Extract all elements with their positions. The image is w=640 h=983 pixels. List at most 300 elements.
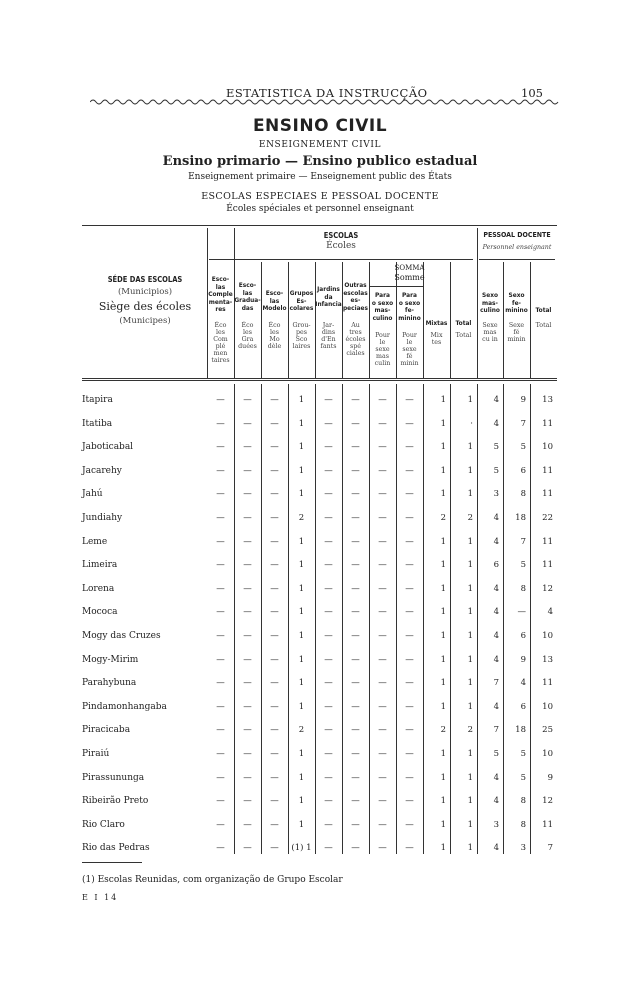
table-cell: 3 <box>520 843 526 854</box>
table-cell: — <box>378 583 387 594</box>
column-rule <box>315 262 316 378</box>
table-cell: — <box>243 631 252 641</box>
table-cell: — <box>216 654 225 665</box>
table-cell: — <box>270 796 279 807</box>
table-cell: — <box>517 607 526 618</box>
table-cell: 4 <box>493 796 499 807</box>
escolas-group-rule <box>209 259 473 260</box>
table-cell: — <box>270 418 279 429</box>
table-cell: 1 <box>298 465 305 476</box>
table-cell: — <box>378 654 387 665</box>
table-cell: — <box>378 796 387 807</box>
table-cell: 13 <box>542 654 553 665</box>
table-cell: — <box>351 583 360 594</box>
table-row-name: Rio das Pedras <box>82 843 150 854</box>
table-cell: — <box>324 654 333 665</box>
table-cell: — <box>324 749 333 759</box>
column-rule <box>342 262 343 378</box>
table-cell: 1 <box>467 796 473 807</box>
table-cell: 4 <box>520 678 526 689</box>
table-cell: 1 <box>440 772 446 783</box>
table-cell: — <box>216 395 225 405</box>
table-cell: — <box>270 489 279 500</box>
table-cell: — <box>216 701 225 712</box>
table-cell: — <box>378 536 387 547</box>
table-cell: 1 <box>467 819 473 830</box>
table-cell: 6 <box>520 465 526 476</box>
table-cell: — <box>270 607 279 618</box>
table-cell: — <box>270 749 279 759</box>
table-cell: — <box>243 843 252 854</box>
table-cell: — <box>405 749 414 759</box>
table-cell: 6 <box>520 701 526 712</box>
table-cell: — <box>351 654 360 665</box>
table-cell: 1 <box>440 701 446 712</box>
column-header-fr: Éco les Com plé men taires <box>211 322 230 364</box>
table-cell: — <box>270 678 279 689</box>
table-cell: — <box>270 536 279 547</box>
table-cell: — <box>351 772 360 783</box>
sede-header-fr-sub: (Municipes) <box>119 316 171 326</box>
table-cell: 2 <box>467 513 473 523</box>
table-cell: — <box>324 395 333 405</box>
table-cell: 1 <box>298 418 305 429</box>
table-cell: 1 <box>298 701 305 712</box>
column-rule <box>315 384 316 854</box>
table-cell: — <box>270 513 279 523</box>
table-cell: — <box>351 536 360 547</box>
table-cell: — <box>378 489 387 500</box>
table-cell: — <box>243 796 252 807</box>
column-header-fr: Éco les Gra duées <box>238 322 257 350</box>
table-row-name: Piracicaba <box>82 725 131 736</box>
table-cell: — <box>324 772 333 783</box>
table-cell: — <box>324 607 333 618</box>
table-row-name: Pirassununga <box>82 772 145 783</box>
table-cell: — <box>378 749 387 759</box>
table-cell: — <box>405 725 414 736</box>
column-header-fr: Total <box>455 332 472 339</box>
table-cell: — <box>324 489 333 500</box>
table-cell: 9 <box>520 395 526 405</box>
table-cell: — <box>243 772 252 783</box>
pessoal-header-fr: Personnel enseignant <box>482 244 552 251</box>
table-cell: — <box>378 843 387 854</box>
column-header-fr: Grou- pes Sco laires <box>292 322 311 350</box>
table-cell: — <box>378 725 387 736</box>
table-cell: 10 <box>542 631 553 641</box>
table-row-name: Mogy-Mirim <box>82 654 139 665</box>
table-cell: 4 <box>493 395 499 405</box>
column-header-fr: Pour le sexe fé minin <box>400 332 419 367</box>
table-cell: 2 <box>440 513 446 523</box>
table-cell: — <box>243 701 252 712</box>
table-cell: — <box>243 395 252 405</box>
table-cell: — <box>405 819 414 830</box>
column-header: Esco- las Comple menta- res <box>208 275 233 313</box>
table-cell: 5 <box>520 442 526 453</box>
table-cell: — <box>243 513 252 523</box>
column-rule <box>342 384 343 854</box>
header-bottom-rule <box>82 378 557 379</box>
table-cell: 4 <box>493 772 499 783</box>
table-cell: 1 <box>298 489 305 500</box>
table-cell: — <box>324 536 333 547</box>
table-cell: 5 <box>520 560 526 571</box>
table-cell: 22 <box>542 513 553 523</box>
table-cell: 4 <box>493 513 499 523</box>
table-cell: 7 <box>493 678 499 689</box>
table-cell: 1 <box>298 654 305 665</box>
table-cell: 1 <box>440 489 446 500</box>
section-title-fr: Écoles spéciales et personnel enseignant <box>226 204 414 214</box>
table-cell: — <box>351 607 360 618</box>
table-cell: 1 <box>467 536 473 547</box>
column-header-fr: Sexe mas cu in <box>482 322 498 343</box>
pessoal-header: PESSOAL DOCENTE <box>483 231 551 239</box>
column-header: Jardins da Infancia <box>315 285 342 308</box>
table-cell: 8 <box>520 489 526 500</box>
table-cell: — <box>243 749 252 759</box>
table-cell: — <box>405 654 414 665</box>
table-cell: — <box>351 418 360 429</box>
table-cell: 1 <box>440 654 446 665</box>
table-cell: — <box>270 654 279 665</box>
table-cell: — <box>324 631 333 641</box>
table-cell: — <box>243 583 252 594</box>
table-cell: — <box>378 418 387 429</box>
table-cell: — <box>351 819 360 830</box>
column-rule <box>450 384 451 854</box>
table-cell: 1 <box>467 701 473 712</box>
column-header: Para o sexo mas- culino <box>371 291 394 322</box>
table-cell: — <box>405 631 414 641</box>
table-cell: 11 <box>542 418 553 429</box>
section-title: ESCOLAS ESPECIAES E PESSOAL DOCENTE <box>201 191 439 202</box>
table-cell: (1) 1 <box>291 843 312 854</box>
table-cell: — <box>405 418 414 429</box>
table-cell: — <box>405 678 414 689</box>
table-cell: 1 <box>298 631 305 641</box>
table-cell: — <box>243 536 252 547</box>
table-cell: 1 <box>440 843 446 854</box>
table-cell: 10 <box>542 701 553 712</box>
table-cell: 7 <box>493 725 499 736</box>
somma-header-fr: Somme <box>394 273 425 282</box>
table-cell: 1 <box>440 395 446 405</box>
table-cell: 1 <box>298 607 305 618</box>
table-cell: — <box>216 772 225 783</box>
column-rule <box>477 384 478 854</box>
table-cell: — <box>351 395 360 405</box>
column-header-fr: Pour le sexe mas culin <box>374 332 391 367</box>
table-row-name: Limeira <box>82 560 118 571</box>
table-cell: — <box>405 560 414 571</box>
column-rule <box>396 384 397 854</box>
table-cell: 9 <box>520 654 526 665</box>
table-cell: — <box>216 489 225 500</box>
table-cell: 1 <box>467 442 473 453</box>
table-cell: 1 <box>298 678 305 689</box>
subtitle: Ensino primario — Ensino publico estadual <box>162 154 478 169</box>
column-header: Grupos Es- colares <box>289 289 314 312</box>
table-cell: 1 <box>440 560 446 571</box>
table-row-name: Piraiú <box>82 749 110 759</box>
table-cell: — <box>324 583 333 594</box>
table-cell: — <box>216 725 225 736</box>
table-cell: — <box>405 465 414 476</box>
table-cell: 1 <box>440 819 446 830</box>
somma-header: SOMMA <box>394 264 425 272</box>
table-cell: 10 <box>542 442 553 453</box>
table-cell: — <box>270 725 279 736</box>
table-cell: — <box>378 631 387 641</box>
table-cell: 7 <box>547 843 553 854</box>
escolas-header: ESCOLAS <box>323 231 359 240</box>
column-rule <box>261 384 262 854</box>
pessoal-group-rule <box>479 259 555 260</box>
table-cell: — <box>351 560 360 571</box>
signature-mark: E I 14 <box>82 893 119 902</box>
table-cell: — <box>216 442 225 453</box>
column-header: Mixtas <box>425 319 448 327</box>
table-cell: 1 <box>440 678 446 689</box>
table-cell: 7 <box>520 536 526 547</box>
table-cell: — <box>324 819 333 830</box>
table-cell: — <box>270 395 279 405</box>
table-cell: 1 <box>298 819 305 830</box>
table-cell: 1 <box>298 583 305 594</box>
table-cell: — <box>378 607 387 618</box>
table-cell: 11 <box>542 489 553 500</box>
table-cell: — <box>405 395 414 405</box>
table-cell: — <box>351 725 360 736</box>
table-cell: — <box>270 701 279 712</box>
table-cell: — <box>243 465 252 476</box>
column-header-fr: Mix tes <box>430 332 443 346</box>
column-rule <box>530 262 531 378</box>
table-cell: 11 <box>542 465 553 476</box>
column-rule <box>288 262 289 378</box>
table-row-name: Jacarehy <box>82 465 122 476</box>
table-cell: 2 <box>298 725 305 736</box>
table-cell: — <box>216 465 225 476</box>
table-cell: 10 <box>542 749 553 759</box>
table-cell: — <box>243 442 252 453</box>
table-cell: — <box>270 772 279 783</box>
table-top-rule <box>82 225 557 226</box>
table-cell: — <box>216 631 225 641</box>
table-cell: 1 <box>467 843 473 854</box>
table-row-name: Pindamonhangaba <box>82 701 167 712</box>
table-cell: 1 <box>467 560 473 571</box>
column-header-fr: Sexe fé minin <box>507 322 526 343</box>
table-cell: 1 <box>298 796 305 807</box>
column-header: Para o sexo fe- minino <box>398 291 421 322</box>
table-cell: — <box>243 489 252 500</box>
table-row-name: Mococa <box>82 607 118 618</box>
table-cell: — <box>351 749 360 759</box>
table-cell: 11 <box>542 560 553 571</box>
column-header-fr: Au tres écoles spé ciales <box>345 322 366 357</box>
table-cell: 6 <box>520 631 526 641</box>
column-header: Total <box>535 306 552 314</box>
table-cell: — <box>324 843 333 854</box>
table-cell: — <box>351 701 360 712</box>
table-row-name: Itapira <box>82 395 113 405</box>
table-row-name: Jundiahy <box>82 513 123 523</box>
table-cell: 1 <box>467 607 473 618</box>
table-cell: — <box>270 819 279 830</box>
table-cell: 4 <box>493 536 499 547</box>
table-cell: — <box>324 725 333 736</box>
table-cell: 4 <box>493 843 499 854</box>
table-cell: 1 <box>467 465 473 476</box>
main-title-fr: ENSEIGNEMENT CIVIL <box>258 140 382 150</box>
table-cell: 1 <box>440 442 446 453</box>
column-header: Esco- las Gradua- das <box>234 281 261 312</box>
table-cell: — <box>324 418 333 429</box>
table-cell: — <box>324 796 333 807</box>
table-cell: — <box>216 843 225 854</box>
page-number: 105 <box>521 86 543 100</box>
column-header: Sexo fe- minino <box>505 291 528 314</box>
table-cell: 1 <box>440 796 446 807</box>
table-cell: 1 <box>467 395 473 405</box>
table-cell: — <box>378 560 387 571</box>
table-cell: 1 <box>467 749 473 759</box>
table-cell: — <box>351 442 360 453</box>
table-cell: 4 <box>493 701 499 712</box>
table-cell: — <box>378 819 387 830</box>
table-cell: — <box>405 583 414 594</box>
table-cell: — <box>378 395 387 405</box>
table-cell: — <box>351 465 360 476</box>
table-cell: 1 <box>298 442 305 453</box>
table-cell: — <box>324 560 333 571</box>
table-cell: 1 <box>440 631 446 641</box>
table-cell: — <box>216 536 225 547</box>
table-cell: 1 <box>298 772 305 783</box>
column-header-fr: Jar- dins d'En fants <box>320 322 337 350</box>
column-rule <box>503 384 504 854</box>
table-cell: 4 <box>493 583 499 594</box>
sede-header-fr: Siège des écoles <box>98 300 192 313</box>
table-cell: — <box>378 442 387 453</box>
table-cell: 3 <box>493 489 499 500</box>
column-rule <box>261 262 262 378</box>
table-cell: — <box>405 796 414 807</box>
table-cell: — <box>270 631 279 641</box>
table-cell: 1 <box>440 536 446 547</box>
table-cell: 4 <box>547 607 553 618</box>
table-cell: 4 <box>493 418 499 429</box>
table-cell: — <box>243 607 252 618</box>
table-cell: — <box>216 560 225 571</box>
table-cell: 5 <box>520 772 526 783</box>
wavy-rule <box>90 98 560 106</box>
table-cell: — <box>324 465 333 476</box>
column-rule <box>423 384 424 854</box>
table-cell: — <box>405 843 414 854</box>
table-cell: 13 <box>542 395 553 405</box>
table-cell: — <box>216 583 225 594</box>
table-cell: — <box>243 819 252 830</box>
table-cell: 8 <box>520 583 526 594</box>
table-cell: 4 <box>493 654 499 665</box>
table-cell: 18 <box>515 725 526 736</box>
sede-header: SÉDE DAS ESCOLAS <box>107 275 183 284</box>
table-cell: 1 <box>298 536 305 547</box>
table-cell: — <box>270 442 279 453</box>
table-cell: — <box>216 607 225 618</box>
column-header-fr: Total <box>535 322 552 329</box>
table-cell: — <box>378 701 387 712</box>
table-row-name: Rio Claro <box>82 819 125 830</box>
table-row-name: Parahybuna <box>82 678 137 689</box>
table-cell: 2 <box>467 725 473 736</box>
subtitle-fr: Enseignement primaire — Enseignement public des États <box>188 172 452 182</box>
table-cell: — <box>378 772 387 783</box>
table-cell: — <box>270 583 279 594</box>
table-cell: 1 <box>467 583 473 594</box>
table-cell: 1 <box>298 395 305 405</box>
table-cell: 2 <box>440 725 446 736</box>
table-cell: 25 <box>542 725 553 736</box>
table-cell: — <box>243 560 252 571</box>
table-cell: 6 <box>493 560 499 571</box>
table-cell: 1 <box>467 631 473 641</box>
table-cell: 12 <box>542 796 553 807</box>
sede-header-sub: (Municipios) <box>117 287 173 297</box>
table-cell: 1 <box>440 749 446 759</box>
column-header: Sexo mas- culino <box>480 291 500 314</box>
column-header: Outras escolas es- peciaes <box>342 281 369 312</box>
table-cell: — <box>243 418 252 429</box>
table-cell: — <box>216 749 225 759</box>
table-cell: 2 <box>298 513 305 523</box>
table-cell: — <box>270 843 279 854</box>
table-cell: — <box>324 442 333 453</box>
table-cell: 11 <box>542 536 553 547</box>
column-rule <box>234 384 235 854</box>
column-header: Total <box>455 319 472 327</box>
table-cell: — <box>351 678 360 689</box>
table-cell: 8 <box>520 796 526 807</box>
table-cell: 1 <box>467 772 473 783</box>
column-rule <box>288 384 289 854</box>
column-rule <box>369 384 370 854</box>
table-cell: — <box>378 513 387 523</box>
table-cell: — <box>216 796 225 807</box>
running-header: ESTATISTICA DA INSTRUCÇÃO <box>226 86 428 100</box>
table-cell: — <box>216 418 225 429</box>
table-cell: 1 <box>440 465 446 476</box>
column-header-fr: Éco les Mo dèle <box>267 322 282 350</box>
table-cell: 1 <box>298 560 305 571</box>
column-rule <box>530 384 531 854</box>
table-cell: — <box>351 796 360 807</box>
table-cell: — <box>351 631 360 641</box>
table-cell: 12 <box>542 583 553 594</box>
table-cell: — <box>405 489 414 500</box>
table-cell: — <box>324 513 333 523</box>
table-row-name: Itatiba <box>82 418 113 429</box>
table-cell: — <box>405 536 414 547</box>
table-cell: — <box>405 607 414 618</box>
table-cell: — <box>405 772 414 783</box>
table-cell: 1 <box>467 678 473 689</box>
